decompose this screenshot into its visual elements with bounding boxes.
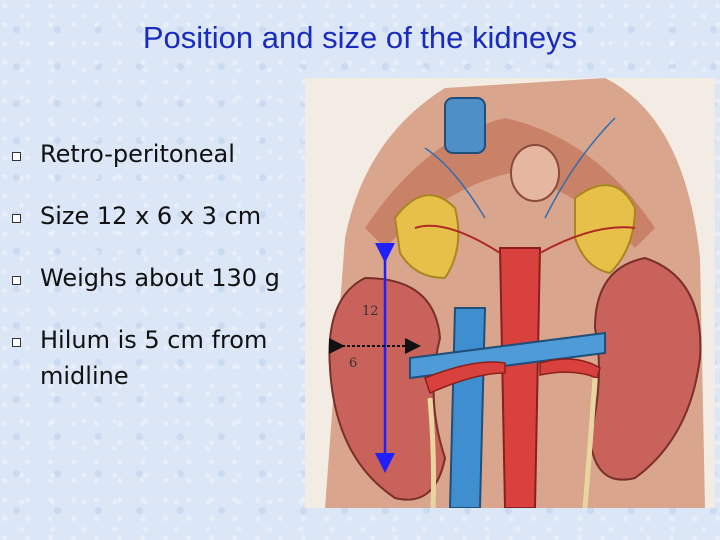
measurement-overlay (305, 78, 715, 508)
bullet-text: Retro-peritoneal (40, 140, 235, 168)
checkbox-bullet-icon (12, 338, 21, 347)
bullet-text: Size 12 x 6 x 3 cm (40, 202, 262, 230)
length-label: 12 (362, 304, 379, 319)
width-label: 6 (349, 356, 358, 371)
checkbox-bullet-icon (12, 276, 21, 285)
bullet-item (40, 260, 280, 296)
slide-title: Position and size of the kidneys (142, 20, 578, 55)
kidney-anatomy-illustration (305, 78, 715, 508)
checkbox-bullet-icon (12, 214, 21, 223)
bullet-item (40, 322, 300, 394)
bullet-text: Hilum is 5 cm from midline (40, 326, 268, 390)
bullet-item (40, 136, 235, 172)
bullet-text: Weighs about 130 g (40, 264, 280, 292)
checkbox-bullet-icon (12, 152, 21, 161)
bullet-item (40, 198, 261, 234)
